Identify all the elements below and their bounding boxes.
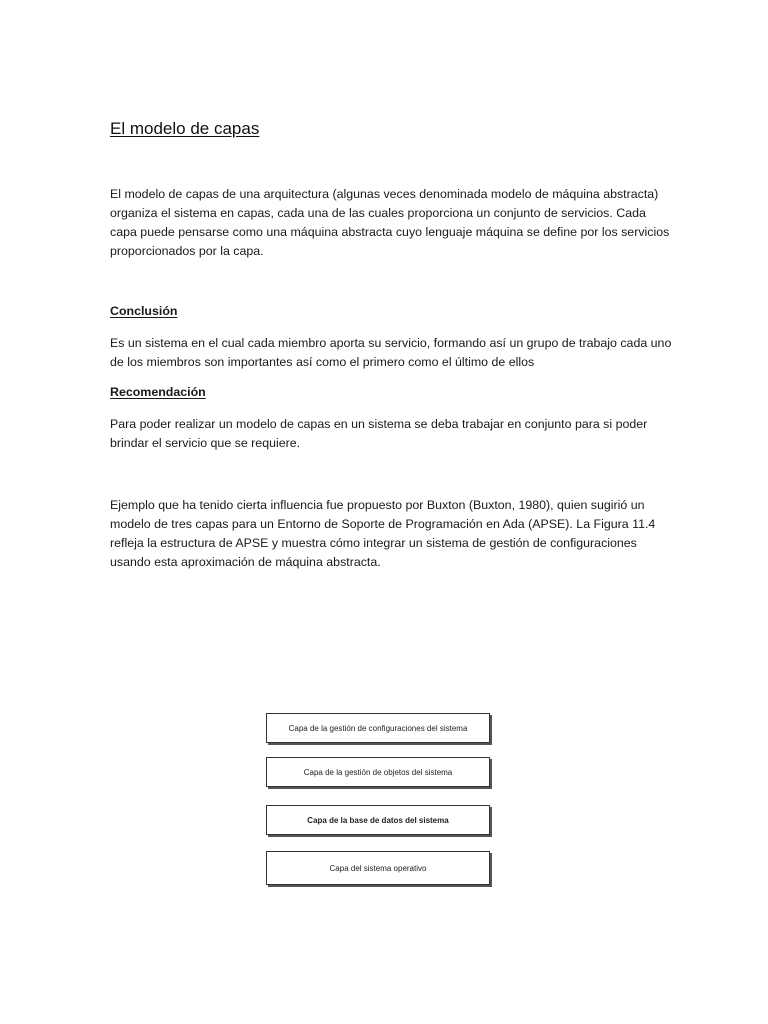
conclusion-paragraph: Es un sistema en el cual cada miembro aporta su servicio, formando así un grupo de trabajo cada uno de los miembros son importantes así como el primero como el último de ellos [110, 336, 672, 369]
layer-configuration-management: Capa de la gestión de configuraciones del sistema [266, 713, 490, 743]
example-paragraph: Ejemplo que ha tenido cierta influencia fue propuesto por Buxton (Buxton, 1980), quien sugirió un modelo de tres capas para un Entorno de Soporte de Programación en Ada (APSE). La Figura 11.4 refleja la estructura de APSE y muestra cómo integrar un sistema de gestión de configuraciones usando esta aproximación de máquina abstracta. [110, 498, 656, 569]
intro-paragraph: El modelo de capas de una arquitectura (algunas veces denominada modelo de máquina abstracta) organiza el sistema en capas, cada una de las cuales proporciona un conjunto de servicios. Cada capa puede pensarse como una máquina abstracta cuyo lenguaje máquina se define por los servicios proporcionados por la capa. [110, 187, 670, 258]
layer-operating-system: Capa del sistema operativo [266, 851, 490, 885]
recommendation-paragraph: Para poder realizar un modelo de capas en un sistema se deba trabajar en conjunto para si poder brindar el servicio que se requiere. [110, 417, 648, 450]
layer-object-management: Capa de la gestión de objetos del sistema [266, 757, 490, 787]
layer-diagram [262, 710, 496, 892]
recommendation-heading: Recomendación [110, 385, 206, 399]
layer-database: Capa de la base de datos del sistema [266, 805, 490, 835]
page-title: El modelo de capas [110, 119, 260, 138]
conclusion-heading: Conclusión [110, 304, 178, 318]
